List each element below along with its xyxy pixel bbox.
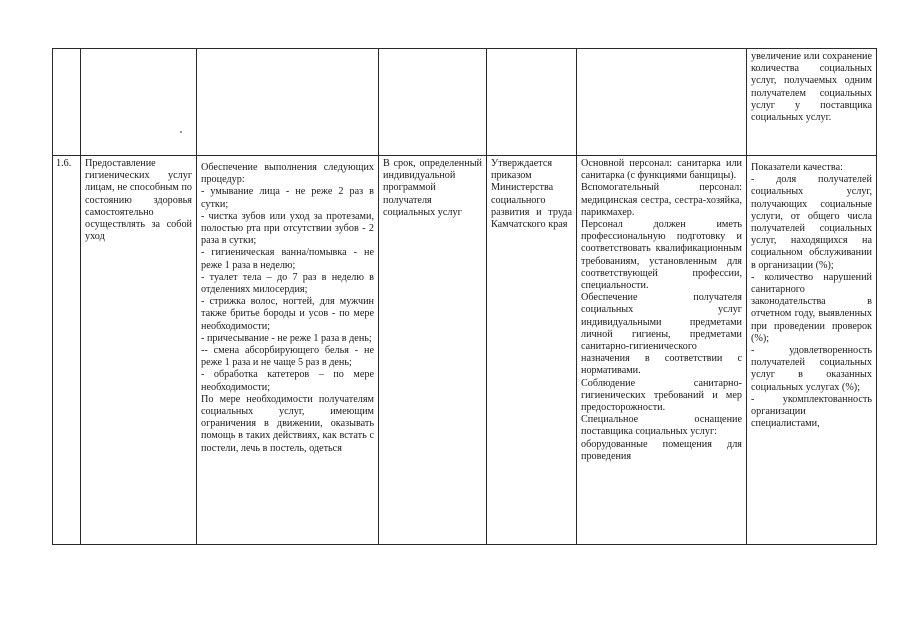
- cell-term-empty: [379, 49, 487, 156]
- service-quality: [747, 156, 877, 545]
- table-row-1-6: [53, 156, 877, 545]
- quality-line: Показатели качества:: [751, 162, 843, 173]
- table-row-continuation: [53, 49, 877, 156]
- conditions-line: Персонал должен иметь профессиональную подготовку и соответствовать квалификационным требованиям, установленным для соответствующей профессии, специальности.: [581, 219, 742, 292]
- service-tariff: Утверждается приказом Министерства социального развития и труда Камчатского края: [487, 156, 577, 545]
- description-line: - умывание лица - не реже 2 раз в сутки;: [201, 186, 374, 210]
- service-description: [197, 156, 379, 545]
- cell-conditions-empty: [577, 49, 747, 156]
- cell-num-empty: [53, 49, 81, 156]
- description-line: По мере необходимости получателям социальных услуг, имеющим ограничения в движении, оказывать помощь в таких действиях, как встать с постели, лечь в постель, одеться: [201, 393, 374, 454]
- conditions-line: оборудованные помещения для проведения: [581, 438, 742, 462]
- conditions-line: Специальное оснащение поставщика социальных услуг:: [581, 414, 742, 438]
- description-line: -- смена абсорбирующего белья - не реже 1 раза и не чаще 5 раз в день;: [201, 345, 374, 369]
- row-number: 1.6.: [53, 156, 81, 545]
- quality-line: - укомплектованность организации специалистами,: [751, 393, 872, 430]
- conditions-line: Соблюдение санитарно-гигиенических требований и мер предосторожности.: [581, 377, 742, 414]
- description-line: - стрижка волос, ногтей, для мужчин также бритье бороды и усов - по мере необходимости;: [201, 296, 374, 332]
- cell-tariff-empty: [487, 49, 577, 156]
- service-name: Предоставление гигиенических услуг лицам, не способным по состоянию здоровья самостоятельно осуществлять за собой уход: [81, 156, 197, 545]
- cell-quality-continuation: увеличение или сохранение количества социальных услуг, получаемых одним получателем социальных услуг у поставщика социальных услуг.: [747, 49, 877, 156]
- description-line: Обеспечение выполнения следующих процедур:: [201, 162, 374, 186]
- service-term: В срок, определенный индивидуальной программой получателя социальных услуг: [379, 156, 487, 545]
- services-table: [52, 48, 877, 545]
- quality-line: - доля получателей социальных услуг, получающих социальные услуги, от общего числа получателей социальных услуг, находящихся на социальном обслуживании в организации (%);: [751, 174, 872, 271]
- cell-description-empty: [197, 49, 379, 156]
- description-line: - обработка катетеров – по мере необходимости;: [201, 369, 374, 393]
- scan-speck: [180, 131, 182, 133]
- conditions-line: Вспомогательный персонал: медицинская сестра, сестра-хозяйка, парикмахер.: [581, 182, 742, 218]
- service-conditions: [577, 156, 747, 545]
- conditions-line: Основной персонал: санитарка или санитарка (с функциями банщицы).: [581, 158, 742, 182]
- cell-name-empty: [81, 49, 197, 156]
- description-line: - гигиеническая ванна/помывка - не реже 1 раза в неделю;: [201, 247, 374, 271]
- description-line: - чистка зубов или уход за протезами, полостью рта при отсутствии зубов - 2 раза в сутки;: [201, 210, 374, 247]
- description-line: - причесывание - не реже 1 раза в день;: [201, 332, 372, 344]
- conditions-line: Обеспечение получателя социальных услуг индивидуальными предметами личной гигиены, предметами санитарно-гигиенического назначения в соответствии с нормативами.: [581, 292, 742, 377]
- description-line: - туалет тела – до 7 раз в неделю в отделениях милосердия;: [201, 271, 374, 296]
- quality-line: - количество нарушений санитарного законодательства в отчетном году, выявленных при проведении проверок (%);: [751, 271, 872, 344]
- quality-line: - удовлетворенность получателей социальных услуг в оказанных социальных услугах (%);: [751, 345, 872, 393]
